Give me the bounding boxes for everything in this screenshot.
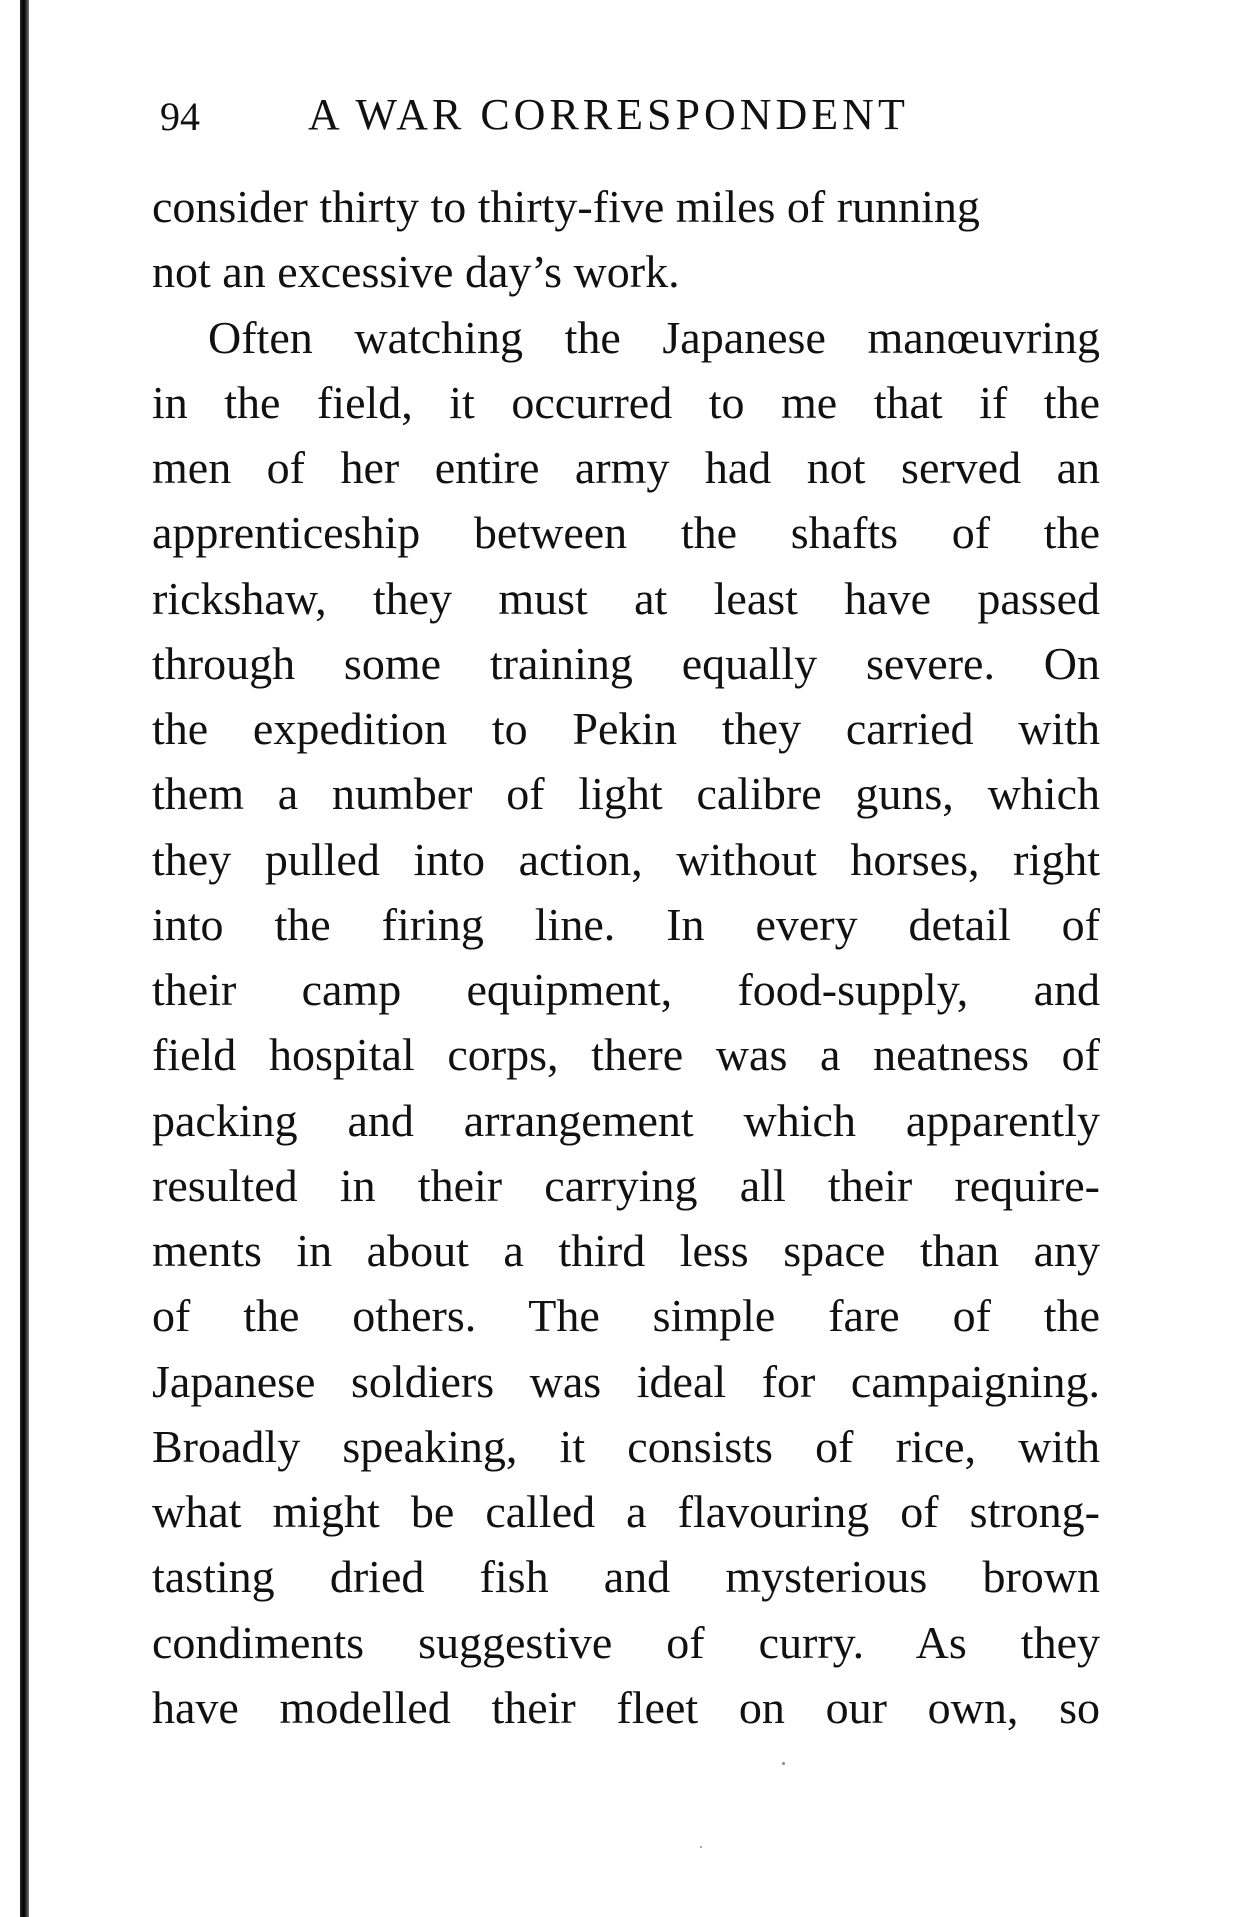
paper-speck bbox=[700, 1846, 702, 1848]
text-line: not an excessive day’s work. bbox=[152, 246, 680, 298]
paper-speck bbox=[782, 1762, 785, 1765]
text-line: ments in about a third less space than any bbox=[152, 1225, 1100, 1276]
text-line: apprenticeship between the shafts of the bbox=[152, 507, 1100, 559]
text-line: tasting dried fish and mysterious brown bbox=[152, 1551, 1100, 1603]
text-line: through some training equally severe. On bbox=[152, 637, 1100, 689]
text-line: what might be called a flavouring of strong- bbox=[152, 1486, 1100, 1537]
text-line: the expedition to Pekin they carried with bbox=[152, 703, 1100, 754]
paragraph-first-line: Often watching the Japanese manœuvring bbox=[208, 311, 1100, 363]
body-text bbox=[152, 174, 1100, 1740]
text-line: of the others. The simple fare of the bbox=[152, 1290, 1100, 1342]
text-line: have modelled their fleet on our own, so bbox=[152, 1681, 1100, 1733]
text-line: they pulled into action, without horses, right bbox=[152, 833, 1100, 885]
text-line: field hospital corps, there was a neatness of bbox=[152, 1029, 1100, 1081]
text-line: in the field, it occurred to me that if the bbox=[152, 376, 1100, 428]
text-line: Japanese soldiers was ideal for campaigning. bbox=[152, 1355, 1100, 1407]
text-line: resulted in their carrying all their require- bbox=[152, 1159, 1100, 1211]
text-line: them a number of light calibre guns, which bbox=[152, 768, 1100, 820]
text-line: Broadly speaking, it consists of rice, with bbox=[152, 1420, 1100, 1472]
text-line: into the firing line. In every detail of bbox=[152, 898, 1100, 950]
text-line: consider thirty to thirty-five miles of running bbox=[152, 181, 980, 232]
running-title: A WAR CORRESPONDENT bbox=[308, 90, 909, 139]
text-line: their camp equipment, food-supply, and bbox=[152, 964, 1100, 1015]
text-line: men of her entire army had not served an bbox=[152, 442, 1100, 493]
text-line: condiments suggestive of curry. As they bbox=[152, 1616, 1100, 1668]
text-line: rickshaw, they must at least have passed bbox=[152, 572, 1100, 624]
page-header bbox=[160, 80, 1100, 150]
page-number: 94 bbox=[160, 94, 200, 139]
page-binding-edge bbox=[20, 0, 29, 1917]
text-line: packing and arrangement which apparently bbox=[152, 1094, 1100, 1146]
